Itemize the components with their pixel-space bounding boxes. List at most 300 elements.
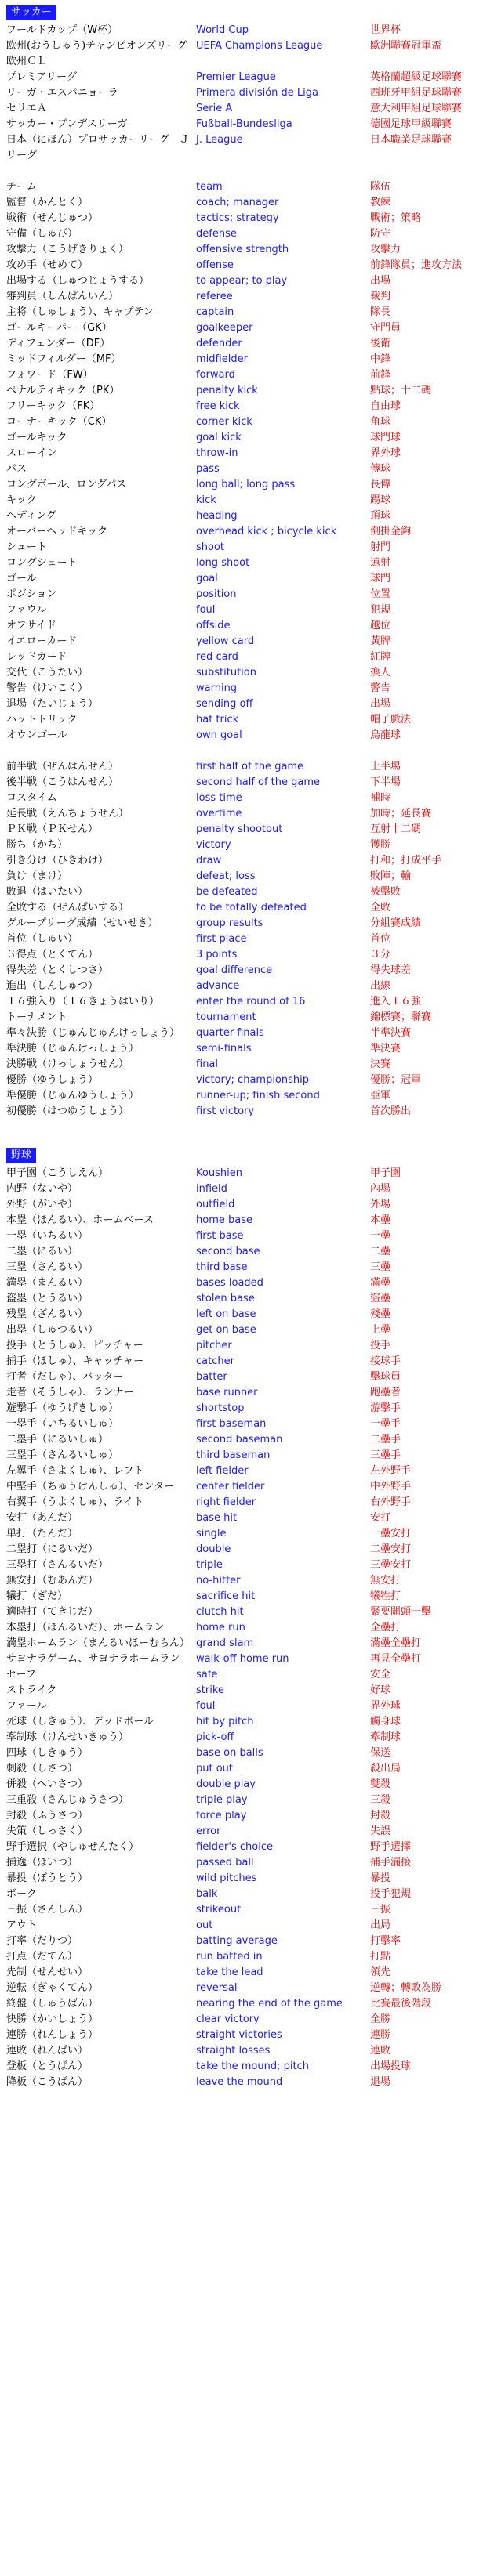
vocab-row [6,963,488,979]
japanese-term: 刺殺（しさつ） [6,1763,78,1775]
chinese-term: 西班牙甲組足球聯賽 [370,87,463,99]
vocab-row [6,1981,488,1996]
japanese-term: 併殺（へいさつ） [6,1778,89,1790]
chinese-term: 殺出局 [370,1763,401,1775]
chinese-term: 外場 [370,1199,391,1210]
vocab-row [6,524,488,540]
group-spacer [6,743,488,759]
vocab-row [6,1479,488,1495]
japanese-term: 優勝（ゆうしょう） [6,1074,99,1086]
chinese-term: 越位 [370,620,391,631]
chinese-term: 左外野手 [370,1465,412,1477]
japanese-term: ストライク [6,1684,57,1696]
english-term: center fielder [196,1481,265,1492]
english-term: offside [196,620,231,631]
japanese-term: 退場（たいじょう） [6,698,99,710]
english-term: base hit [196,1512,238,1524]
japanese-term: 安打（あんだ） [6,1512,78,1524]
chinese-term: 連敗 [370,2045,391,2057]
chinese-term: 傳球 [370,463,391,475]
vocab-row [6,23,488,38]
english-term: World Cup [196,24,249,36]
vocab-row [6,2043,488,2059]
vocab-row [6,226,488,242]
japanese-term: 準優勝（じゅんゆうしょう） [6,1090,140,1102]
chinese-term: 出局 [370,1919,391,1931]
vocab-row [6,117,488,132]
japanese-term: シュート [6,541,47,553]
english-term: no-hitter [196,1575,241,1586]
vocab-row [6,446,488,461]
vocab-row [6,540,488,555]
english-term: throw-in [196,447,238,459]
group-spacer [6,164,488,179]
chinese-term: 暴投 [370,1872,391,1884]
japanese-term: ペナルティキック（PK） [6,385,120,396]
japanese-term: ３得点（とくてん） [6,949,99,961]
english-term: to be totally defeated [196,902,307,914]
japanese-term: 甲子園（こうしえん） [6,1167,109,1179]
japanese-term: 外野（がいや） [6,1199,78,1210]
japanese-term: キック [6,494,37,506]
vocab-row [6,1166,488,1181]
chinese-term: 優勝；冠軍 [370,1074,422,1086]
vocab-row [6,681,488,696]
vocab-row [6,571,488,587]
vocab-row [6,1041,488,1057]
japanese-term: 準々決勝（じゅんじゅんけっしょう） [6,1027,180,1039]
japanese-term: フォワード（FW） [6,369,93,381]
vocab-row [6,1275,488,1291]
chinese-term: 再見全壘打 [370,1653,422,1665]
chinese-term: 失誤 [370,1825,391,1837]
japanese-term: 遊撃手（ゆうげきしゅ） [6,1402,119,1414]
vocab-row [6,1934,488,1949]
english-term: substitution [196,667,256,678]
english-term: goalkeeper [196,322,253,334]
vocab-row [6,587,488,602]
vocab-row [6,932,488,947]
english-term: second half of the game [196,776,321,788]
japanese-term: ゴール [6,573,37,584]
chinese-term: 紅牌 [370,651,391,663]
japanese-term: ディフェンダー（DF） [6,338,111,349]
chinese-term: 加時；延長賽 [370,808,432,819]
vocab-row [6,1026,488,1041]
vocab-row [6,1855,488,1871]
chinese-term: 二壘 [370,1246,391,1257]
english-term: own goal [196,729,242,741]
japanese-term: 本塁打（ほんるいだ）、ホームラン [6,1622,165,1634]
vocab-row [6,1401,488,1416]
japanese-term: チーム [6,181,38,193]
vocab-row [6,1369,488,1385]
english-term: team [196,181,223,193]
japanese-term: セリエＡ [6,103,47,114]
japanese-term: 延長戦（えんちょうせん） [6,808,129,819]
vocab-row [6,1949,488,1965]
vocab-row [6,1354,488,1369]
english-term: offense [196,259,234,271]
english-term: third base [196,1261,248,1273]
chinese-term: 內場 [370,1183,391,1195]
vocab-row [6,1620,488,1636]
english-term: safe [196,1669,218,1681]
japanese-term: リーガ・エスパニョーラ [6,87,118,99]
english-term: foul [196,1700,216,1712]
english-term: clear victory [196,2013,260,2025]
english-term: defense [196,228,237,240]
english-term: overtime [196,808,242,819]
japanese-term: トーナメント [6,1011,67,1023]
vocab-row [6,2012,488,2028]
english-term: pass [196,463,220,475]
japanese-term: コーナーキック（CK） [6,416,112,428]
chinese-term: 野手選擇 [370,1841,412,1853]
chinese-term: 世界杯 [370,24,401,36]
vocab-row [6,414,488,430]
japanese-term: 戦術（せんじゅつ） [6,212,99,224]
english-term: captain [196,306,234,318]
chinese-term: 全壘打 [370,1622,401,1634]
vocab-row [6,853,488,869]
japanese-term: オフサイド [6,620,56,631]
english-term: error [196,1825,221,1837]
vocab-row [6,1228,488,1244]
english-term: quarter-finals [196,1027,264,1039]
chinese-term: 連勝 [370,2029,391,2041]
japanese-term: 野手選択（やしゅせんたく） [6,1841,140,1853]
chinese-term: 倒掛金鉤 [370,526,412,537]
english-term: forward [196,369,235,381]
chinese-term: 敗陣；輸 [370,870,412,882]
english-term: corner kick [196,416,252,428]
english-term: defeat; loss [196,870,256,882]
chinese-term: 一壘手 [370,1418,401,1430]
japanese-term: 後半戦（こうはんせん） [6,776,119,788]
japanese-term: オウンゴール [6,729,67,741]
chinese-term: 雙殺 [370,1778,391,1790]
vocab-row [6,947,488,963]
japanese-term: 死球（しきゅう）、デッドボール [6,1716,154,1728]
vocab-row [6,696,488,712]
chinese-term: 裁判 [370,291,391,302]
chinese-term: 中外野手 [370,1481,412,1492]
chinese-term: 點球；十二碼 [370,385,432,396]
vocab-row [6,1291,488,1307]
chinese-term: 獲勝 [370,839,391,851]
english-term: take the mound; pitch [196,2060,309,2072]
vocab-row [6,383,488,399]
chinese-term: 界外球 [370,1700,401,1712]
vocab-row [6,1636,488,1652]
chinese-term: 錦標賽；聯賽 [370,1011,432,1023]
english-term: Primera división de Liga [196,87,319,99]
chinese-term: 日本職業足球聯賽 [370,134,452,146]
japanese-term: 出場する（しゅつじょうする） [6,275,150,287]
english-term: tournament [196,1011,256,1023]
chinese-term: 捕手漏接 [370,1857,412,1869]
english-term: loss time [196,792,242,804]
japanese-term: 本塁（ほんるい）、ホームベース [6,1214,154,1226]
chinese-term: 決賽 [370,1058,391,1070]
vocab-row [6,1542,488,1558]
vocab-row [6,1777,488,1793]
english-term: double play [196,1778,256,1790]
english-term: nearing the end of the game [196,1998,343,2010]
chinese-term: 後衛 [370,338,391,349]
vocab-row [6,195,488,211]
english-term: batter [196,1371,227,1383]
chinese-term: 右外野手 [370,1496,412,1508]
japanese-term: 前半戦（ぜんはんせん） [6,761,119,772]
english-term: first base [196,1230,244,1242]
japanese-term: サヨナラゲーム、サヨナラホームラン [6,1653,180,1665]
vocab-row [6,461,488,477]
chinese-term: 意大利甲組足球聯賽 [370,103,463,114]
section-header: サッカー [6,5,56,20]
chinese-term: 球門球 [370,432,401,443]
chinese-term: 全勝 [370,2013,391,2025]
english-term: heading [196,510,238,522]
vocab-row [6,728,488,743]
vocab-row [6,430,488,446]
japanese-term: 勝ち（かち） [6,839,68,851]
japanese-term: 左翼手（さよくしゅ）、レフト [6,1465,144,1477]
chinese-term: 一壘 [370,1230,391,1242]
english-term: coach; manager [196,197,279,208]
chinese-term: 緊要關頭一擊 [370,1606,432,1618]
chinese-term: 好球 [370,1684,391,1696]
chinese-term: 甲子園 [370,1167,401,1179]
japanese-term: 内野（ないや） [6,1183,78,1195]
chinese-term: 滿壘 [370,1277,391,1289]
english-term: base runner [196,1387,258,1398]
english-term: foul [196,604,216,616]
chinese-term: 退場 [370,2076,391,2088]
english-term: tactics; strategy [196,212,279,224]
vocab-row [6,1104,488,1120]
japanese-term: ゴールキーパー（GK） [6,322,112,334]
chinese-term: 得失球差 [370,964,412,976]
japanese-term: 一塁（いちるい） [6,1230,89,1242]
japanese-term: 欧州(おうしゅう)チャンピオンズリーグ 欧州ＣＬ [6,40,198,67]
chinese-term: 烏龍球 [370,729,401,741]
vocab-row [6,132,488,164]
english-term: hat trick [196,714,239,725]
chinese-term: 換人 [370,667,391,678]
japanese-term: ゴールキック [6,432,67,443]
japanese-term: 得失差（とくしつさ） [6,964,109,976]
vocab-row [6,1495,488,1511]
vocab-row [6,634,488,649]
english-term: second baseman [196,1434,283,1445]
japanese-term: 初優勝（はつゆうしょう） [6,1105,129,1117]
japanese-term: ロスタイム [6,792,57,804]
english-term: base on balls [196,1747,263,1759]
vocab-row [6,1652,488,1667]
chinese-term: 逆轉；轉敗為勝 [370,1982,442,1994]
english-term: left fielder [196,1465,249,1477]
english-term: UEFA Champions League [196,40,323,52]
english-term: stolen base [196,1293,255,1304]
chinese-term: 黃牌 [370,635,391,647]
japanese-term: ファール [6,1700,47,1712]
vocab-row [6,1073,488,1088]
chinese-term: 踢球 [370,494,391,506]
vocab-row [6,1526,488,1542]
chinese-term: 本壘 [370,1214,391,1226]
vocab-row [6,618,488,634]
english-term: wild pitches [196,1872,257,1884]
japanese-term: 攻撃力（こうげきりょく） [6,244,129,255]
english-term: defender [196,338,242,349]
vocab-row [6,1683,488,1699]
vocab-row [6,1197,488,1213]
chinese-term: 上半場 [370,761,401,772]
vocab-row [6,1244,488,1260]
english-term: first half of the game [196,761,304,772]
chinese-term: 盜壘 [370,1293,391,1304]
english-term: J. League [196,134,243,146]
chinese-term: 三壘手 [370,1449,401,1461]
japanese-term: 走者（そうしゃ）、ランナー [6,1387,134,1398]
chinese-term: 上壘 [370,1324,391,1336]
chinese-term: 首位 [370,933,391,945]
english-term: yellow card [196,635,255,647]
chinese-term: 位置 [370,588,391,600]
english-term: Fußball-Bundesliga [196,118,292,130]
vocab-row [6,1996,488,2012]
english-term: outfield [196,1199,235,1210]
japanese-term: 連勝（れんしょう） [6,2029,99,2041]
vocab-row [6,1573,488,1589]
chinese-term: 射門 [370,541,391,553]
japanese-term: １６強入り（１６きょうはいり） [6,996,160,1008]
english-term: double [196,1543,231,1555]
chinese-term: 補時 [370,792,391,804]
english-term: fielder's choice [196,1841,273,1853]
japanese-term: レッドカード [6,651,67,663]
japanese-term: 残塁（ざんるい） [6,1308,89,1320]
vocab-row [6,477,488,493]
japanese-term: 逆転（ぎゃくてん） [6,1982,99,1994]
vocab-row [6,665,488,681]
vocab-row [6,2075,488,2090]
japanese-term: 敗退（はいたい） [6,886,89,898]
vocab-row [6,649,488,665]
vocab-row [6,1918,488,1934]
chinese-term: 投手犯規 [370,1888,412,1900]
chinese-term: 教練 [370,197,391,208]
section-header: 野球 [6,1148,36,1163]
chinese-term: 無安打 [370,1575,401,1586]
chinese-term: 首次勝出 [370,1105,412,1117]
english-term: bases loaded [196,1277,263,1289]
japanese-term: 先制（せんせい） [6,1966,89,1978]
japanese-term: 負け（まけ） [6,870,68,882]
chinese-term: 下半場 [370,776,401,788]
chinese-term: 安全 [370,1669,391,1681]
japanese-term: 終盤（しゅうばん） [6,1998,99,2010]
vocab-row [6,1463,488,1479]
vocab-row [6,508,488,524]
japanese-term: サッカー・ブンデスリーガ [6,118,128,130]
chinese-term: 打擊率 [370,1935,401,1947]
chinese-term: 封殺 [370,1810,391,1822]
vocab-row [6,2028,488,2043]
section-spacer [6,1120,488,1148]
japanese-term: セーフ [6,1669,36,1681]
vocab-row [6,1965,488,1981]
japanese-term: 牽制球（けんせいきゅう） [6,1731,129,1743]
vocab-row [6,211,488,226]
chinese-term: 出線 [370,980,391,992]
english-term: Koushien [196,1167,242,1179]
japanese-term: 満塁（まんるい） [6,1277,89,1289]
english-term: 3 points [196,949,238,961]
japanese-term: 盗塁（とうるい） [6,1293,89,1304]
english-term: infield [196,1183,227,1195]
japanese-term: 無安打（むあんだ） [6,1575,99,1586]
japanese-term: 捕手（ほしゅ）、キャッチャー [6,1355,144,1367]
japanese-term: 三塁（さんるい） [6,1261,89,1273]
vocab-row [6,1213,488,1228]
english-term: pitcher [196,1340,232,1351]
japanese-term: スローイン [6,447,58,459]
japanese-term: グループリーグ成績（せいせき） [6,917,158,929]
english-term: first victory [196,1105,255,1117]
english-term: straight losses [196,2045,271,2057]
vocab-row [6,289,488,305]
vocab-row [6,759,488,775]
japanese-term: 準決勝（じゅんけっしょう） [6,1043,140,1055]
english-term: first place [196,933,247,945]
japanese-term: 進出（しんしゅつ） [6,980,99,992]
english-term: long ball; long pass [196,479,296,490]
english-term: Premier League [196,71,276,83]
vocab-row [6,336,488,352]
vocab-row [6,1714,488,1730]
vocab-row [6,806,488,822]
japanese-term: プレミアリーグ [6,71,77,83]
chinese-term: 戰術；策略 [370,212,422,224]
japanese-term: 全敗する（ぜんぱいする） [6,902,129,914]
chinese-term: 防守 [370,228,391,240]
vocab-row [6,838,488,853]
chinese-term: 前鋒 [370,369,391,381]
english-term: pick-off [196,1731,234,1743]
english-term: triple play [196,1794,248,1806]
vocab-row [6,1605,488,1620]
chinese-term: 歐洲聯賽冠軍盃 [370,40,442,52]
japanese-term: 首位（しゅい） [6,933,78,945]
japanese-term: 連敗（れんぱい） [6,2045,89,2057]
vocab-row [6,1432,488,1448]
english-term: victory [196,839,231,851]
english-term: strikeout [196,1904,242,1916]
japanese-term: 中堅手（ちゅうけんしゅ）、センター [6,1481,174,1492]
english-term: shoot [196,541,225,553]
vocab-row [6,1322,488,1338]
english-term: midfielder [196,353,248,365]
vocab-row [6,1840,488,1855]
chinese-term: 接球手 [370,1355,401,1367]
japanese-term: 一塁手（いちるいしゅ） [6,1418,119,1430]
english-term: straight victories [196,2029,282,2041]
chinese-term: 犧牲打 [370,1590,401,1602]
chinese-term: 觸身球 [370,1716,401,1728]
